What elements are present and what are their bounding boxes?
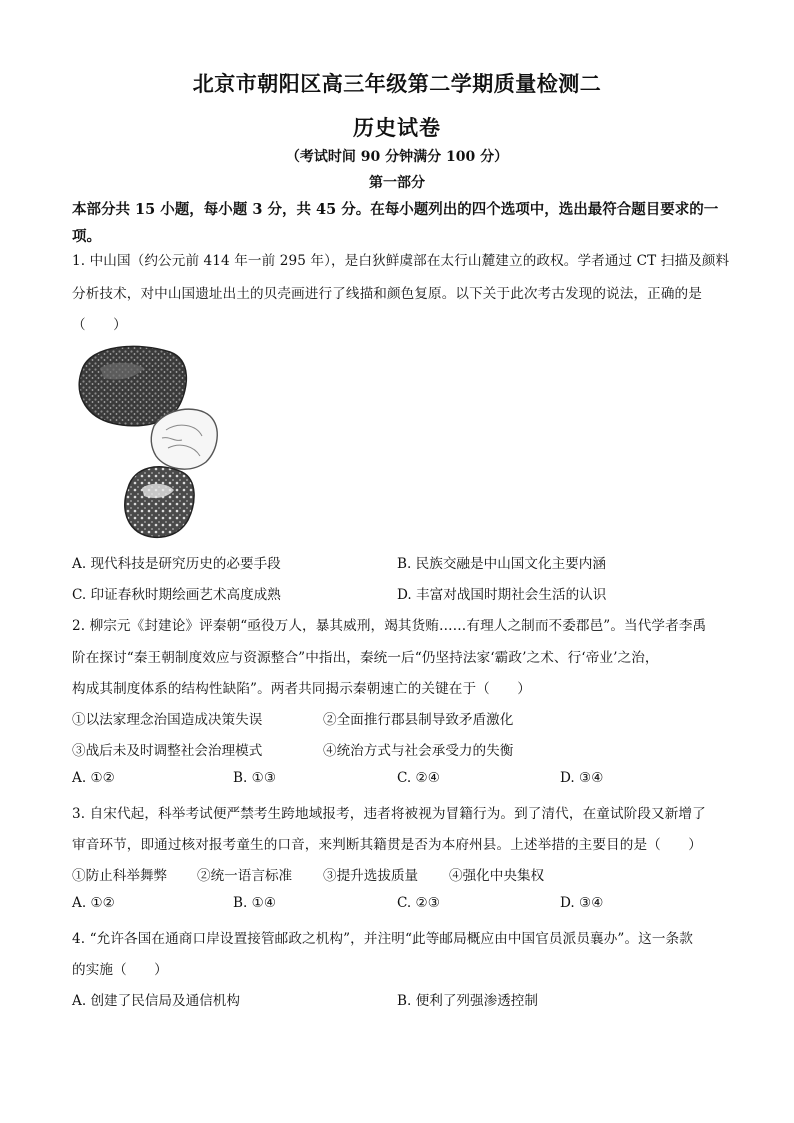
question-1-option-c: C. 印证春秋时期绘画艺术高度成熟	[72, 587, 281, 603]
question-4-option-b: B. 便利了列强渗透控制	[397, 993, 538, 1009]
question-2-option-a: A. ①②	[72, 770, 115, 786]
question-2-text: 2. 柳宗元《封建论》评秦朝“亟役万人，暴其威刑，竭其货贿……有理人之制而不委郡邑”。当代学者李禹	[72, 618, 707, 634]
exam-title: 北京市朝阳区高三年级第二学期质量检测二	[192, 71, 602, 96]
question-3-option-c: C. ②③	[397, 895, 440, 911]
section-instructions: 本部分共 15 小题，每小题 3 分，共 45 分。在每小题列出的四个选项中，选出最符合题目要求的一项。	[72, 201, 719, 245]
question-1-text: 分析技术，对中山国遗址出土的贝壳画进行了线描和颜色复原。以下关于此次考古发现的说法，正确的是	[72, 286, 702, 302]
question-3-statement-3: ③提升选拔质量	[323, 868, 419, 884]
subject-title: 历史试卷	[353, 115, 441, 140]
question-2-statement-3: ③战后未及时调整社会治理模式	[72, 743, 263, 759]
question-2-text: 构成其制度体系的结构性缺陷”。两者共同揭示秦朝速亡的关键在于（ ）	[72, 681, 531, 697]
question-2-text: 阶在探讨“秦王朝制度效应与资源整合”中指出，秦统一后“仍坚持法家‘霸政’之术、行‘帝业’之治，	[72, 650, 659, 666]
question-3-text: 审音环节，即通过核对报考童生的口音，来判断其籍贯是否为本府州县。上述举措的主要目的是（ ）	[72, 837, 702, 853]
part-heading: 第一部分	[369, 175, 425, 191]
question-4-option-a: A. 创建了民信局及通信机构	[72, 993, 240, 1009]
question-3-option-d: D. ③④	[560, 895, 604, 911]
exam-info: （考试时间 90 分钟满分 100 分）	[285, 149, 509, 165]
question-1-option-b: B. 民族交融是中山国文化主要内涵	[397, 556, 606, 572]
question-2-statement-4: ④统治方式与社会承受力的失衡	[323, 743, 514, 759]
question-3-statement-4: ④强化中央集权	[449, 868, 545, 884]
question-2-statement-1: ①以法家理念治国造成决策失误	[72, 712, 263, 728]
question-3-option-a: A. ①②	[72, 895, 115, 911]
question-2-statement-2: ②全面推行郡县制导致矛盾激化	[323, 712, 514, 728]
question-2-option-c: C. ②④	[397, 770, 440, 786]
question-3-statement-2: ②统一语言标准	[197, 868, 293, 884]
question-3-text: 3. 自宋代起，科举考试便严禁考生跨地域报考，违者将被视为冒籍行为。到了清代，在童试阶段又新增了	[72, 806, 706, 822]
question-2-option-d: D. ③④	[560, 770, 604, 786]
question-4-text: 4. “允许各国在通商口岸设置接管邮政之机构”，并注明“此等邮局概应由中国官员派员襄办”。这一条款	[72, 931, 693, 947]
shell-painting-image	[70, 338, 250, 548]
question-3-statement-1: ①防止科举舞弊	[72, 868, 168, 884]
question-4-text: 的实施（ ）	[72, 962, 168, 978]
question-2-option-b: B. ①③	[233, 770, 277, 786]
question-3-option-b: B. ①④	[233, 895, 277, 911]
question-1-text: 1. 中山国（约公元前 414 年一前 295 年），是白狄鲜虞部在太行山麓建立的政权。学者通过 CT 扫描及颜料	[72, 253, 730, 269]
question-1-text: （ ）	[72, 317, 127, 333]
question-1-option-a: A. 现代科技是研究历史的必要手段	[72, 556, 281, 572]
question-1-option-d: D. 丰富对战国时期社会生活的认识	[397, 587, 607, 603]
